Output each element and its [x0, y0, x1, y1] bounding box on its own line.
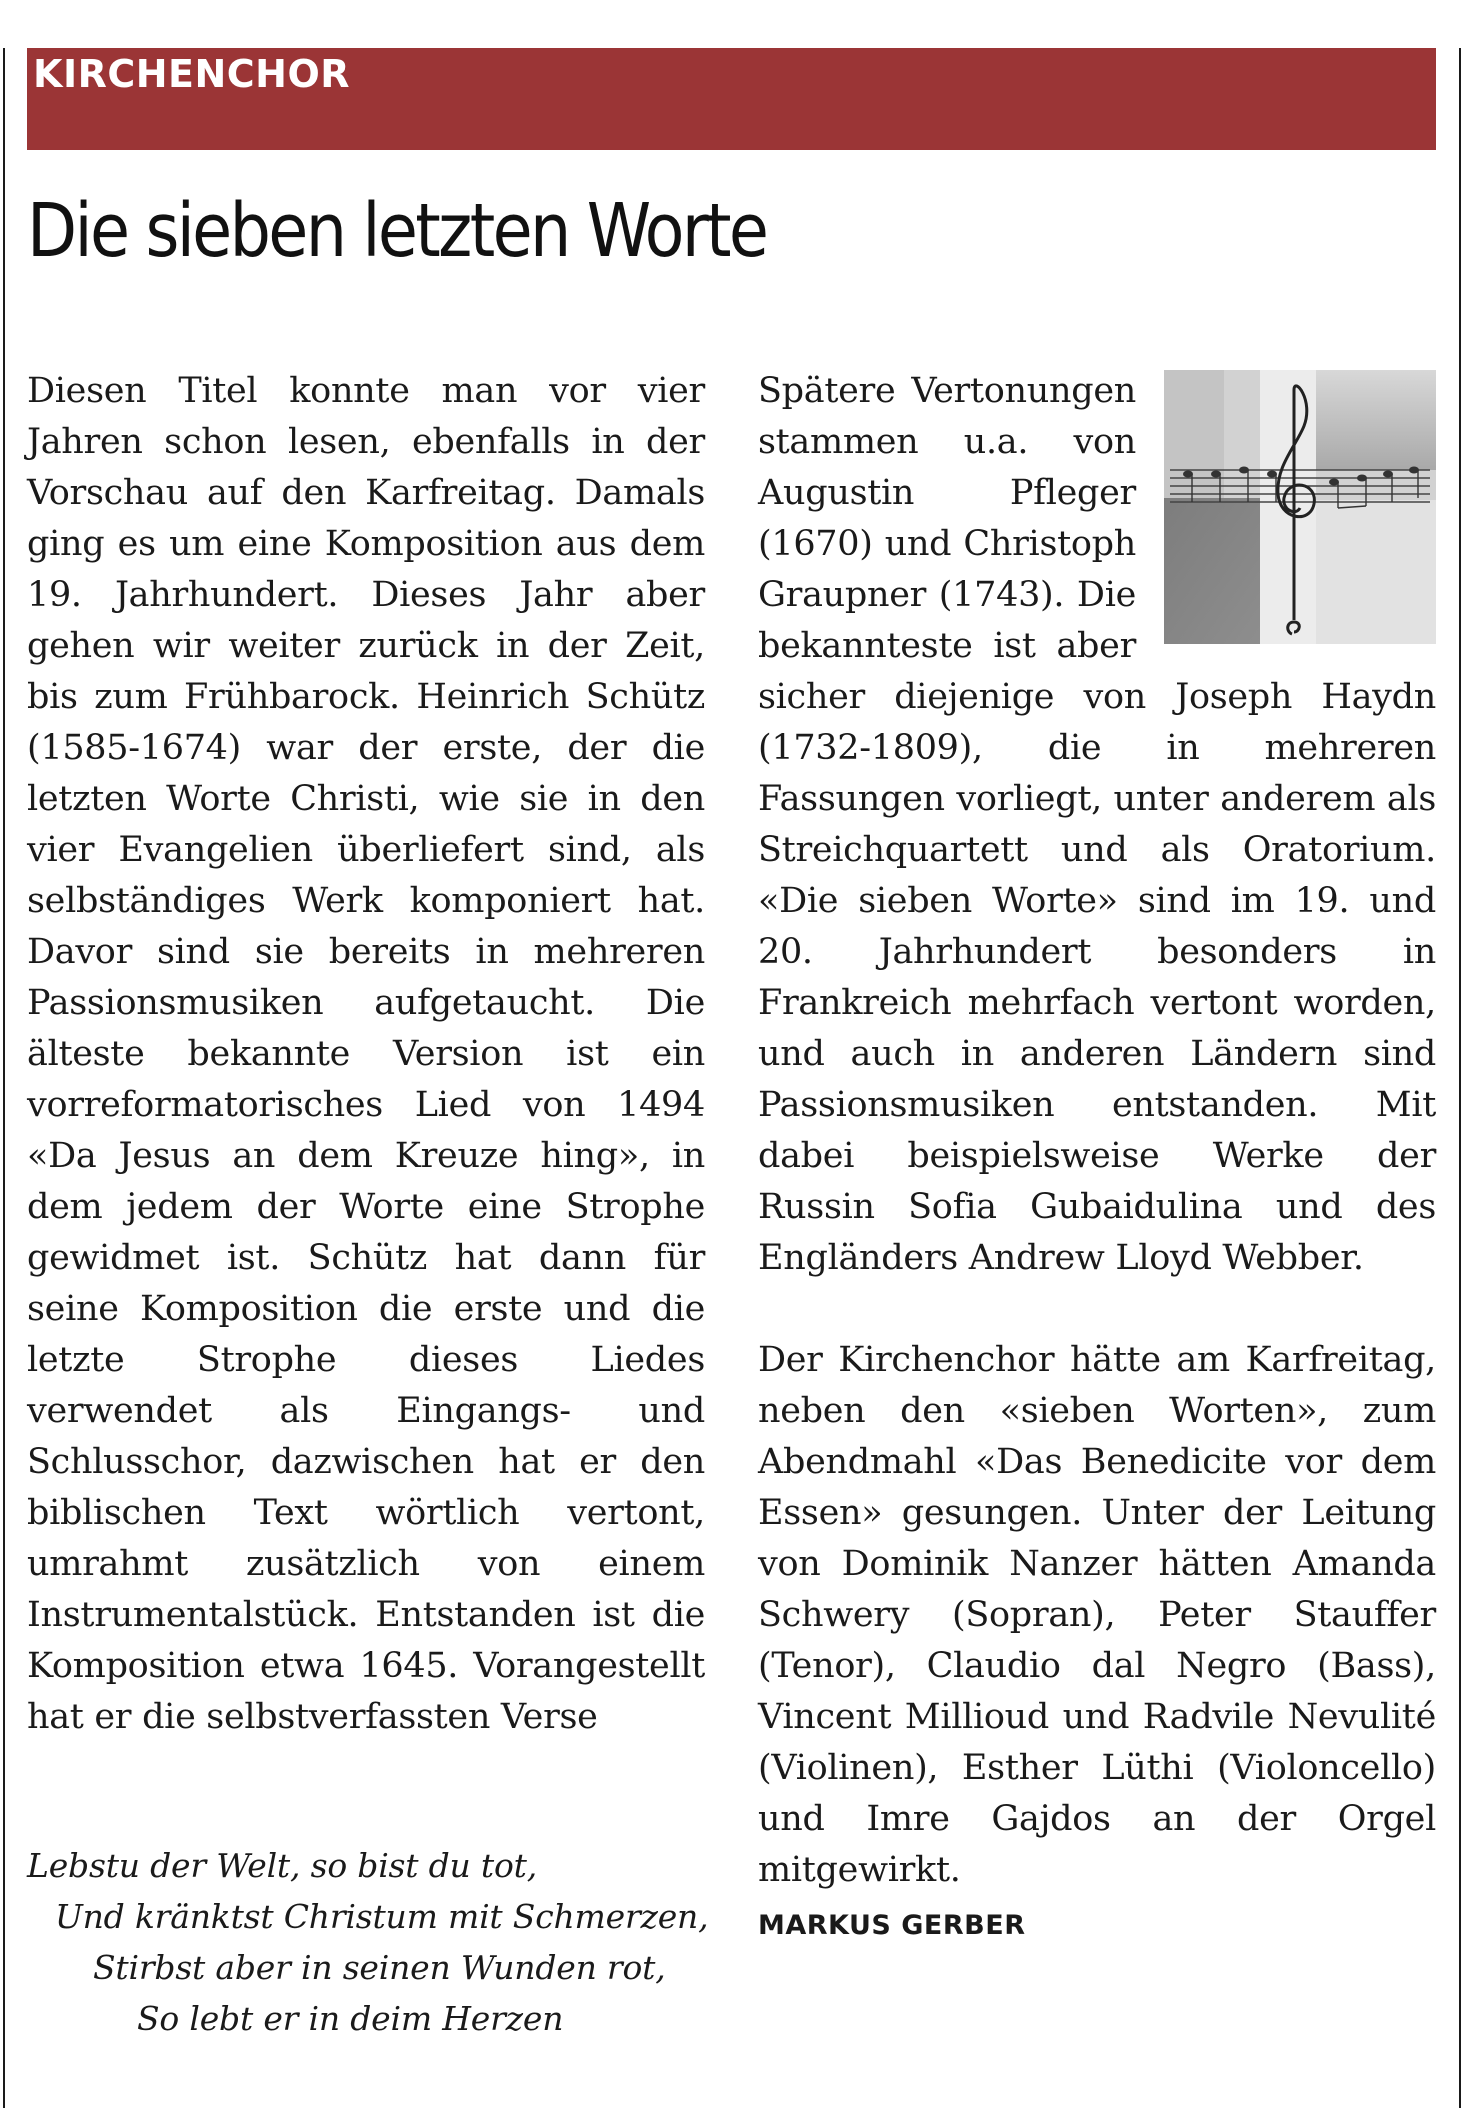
- left-paragraph: Diesen Titel konnte man vor vier Jahren schon lesen, ebenfalls in der Vorschau auf den Karfreitag. Damals ging es um eine Komposition aus dem 19. Jahrhundert. Dieses Jahr aber gehen wir weiter zurück in der Zeit, bis zum Frühbarock. Heinrich Schütz (1585-1674) war der erste, der die letzten Worte Christi, wie sie in den vier Evangelien überliefert sind, als selbständiges Werk komponiert hat. Davor sind sie bereits in mehreren Passionsmusiken aufgetaucht. Die älteste bekannte Version ist ein vorreformatorisches Lied von 1494 «Da Jesus an dem Kreuze hing», in dem jedem der Worte eine Strophe gewidmet ist. Schütz hat dann für seine Komposition die erste und die letzte Strophe dieses Liedes verwendet als Eingangs- und Schlusschor, dazwischen hat er den biblischen Text wörtlich vertont, umrahmt zusätzlich von einem Instrumentalstück. Entstanden ist die Komposition etwa 1645. Vorangestellt hat er die selbstverfassten Verse: [27, 371, 705, 1737]
- right-paragraph-2: Der Kirchenchor hätte am Karfreitag, neben den «sieben Worten», zum Abendmahl «Das Benedicite vor dem Essen» gesungen. Unter der Leitung von Dominik Nanzer hätten Amanda Schwery (Sopran), Peter Stauffer (Tenor), Claudio dal Negro (Bass), Vincent Millioud und Radvile Nevulité (Violinen), Esther Lüthi (Violoncello) und Imre Gajdos an der Orgel mitgewirkt.: [758, 1340, 1436, 1890]
- left-page-rule: [3, 48, 5, 2108]
- verse-line-3: Stirbst aber in seinen Wunden rot,: [93, 1948, 666, 1987]
- right-paragraph-1: Spätere Vertonungen stammen u.a. von Augustin Pfleger (1670) und Christoph Graupner (1743). Die bekannteste ist aber sicher diejenige von Joseph Haydn (1732-1809), die in mehreren Fassungen vorliegt, unter anderem als Streichquartett und als Oratorium. «Die sieben Worte» sind im 19. und 20. Jahrhundert besonders in Frankreich mehrfach vertont worden, und auch in anderen Ländern sind Passionsmusiken entstanden. Mit dabei beispielsweise Werke der Russin Sofia Gubaidulina und des Engländers Andrew Lloyd Webber.: [758, 371, 1436, 1278]
- verse-line-4: So lebt er in deim Herzen: [137, 1999, 564, 2038]
- left-column: [27, 366, 705, 1743]
- right-column: [758, 366, 1436, 1951]
- author-byline: MARKUS GERBER: [758, 1910, 1026, 1941]
- paragraph-gap: [758, 1284, 1436, 1335]
- section-band: [27, 48, 1436, 150]
- music-illustration: [1164, 370, 1436, 644]
- verse-line-2: Und kränktst Christum mit Schmerzen,: [55, 1897, 709, 1936]
- verse-block: [27, 1840, 709, 2044]
- right-page-rule: [1459, 48, 1461, 2108]
- article-headline: Die sieben letzten Worte: [27, 188, 767, 274]
- verse-line-1: Lebstu der Welt, so bist du tot,: [27, 1846, 537, 1885]
- treble-clef-icon: [1164, 370, 1436, 644]
- section-label: KIRCHENCHOR: [33, 52, 351, 96]
